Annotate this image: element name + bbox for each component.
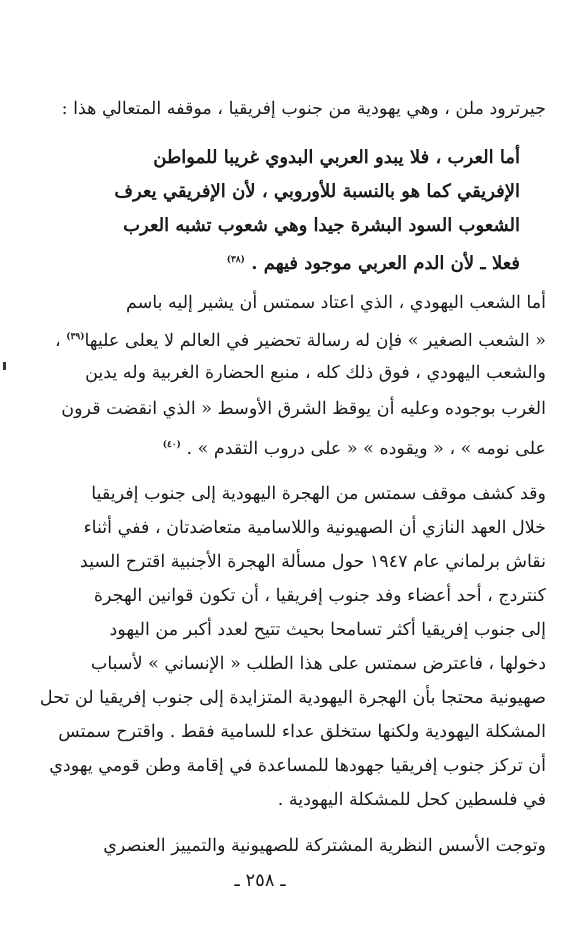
para1-line-2 bbox=[26, 320, 546, 354]
intro-line: جيرترود ملن ، وهي يهودية من جنوب إفريقيا ، موقفه المتعالي هذا : bbox=[61, 99, 546, 119]
para2-line-1: وقد كشف موقف سمتس من الهجرة اليهودية إلى جنوب إفريقيا bbox=[91, 484, 546, 504]
para2-line-5: إلى جنوب إفريقيا أكثر تسامحا بحيث تتيح لعدد أكبر من اليهود bbox=[109, 620, 546, 640]
para1-line-2-text: « الشعب الصغير » فإن له رسالة تحضير في العالم لا يعلى عليها bbox=[84, 330, 546, 351]
quote-line-1: أما العرب ، فلا يبدو العربي البدوي غريبا للمواطن bbox=[153, 147, 520, 168]
para2-line-10: في فلسطين كحل للمشكلة اليهودية . bbox=[277, 790, 546, 810]
para1-line-4: الغرب بوجوده وعليه أن يوقظ الشرق الأوسط « الذي انقضت قرون bbox=[61, 399, 546, 419]
footnote-ref-38: (٣٨) bbox=[226, 255, 245, 265]
para1-line-5 bbox=[26, 428, 546, 462]
quote-line-3: الشعوب السود البشرة جيدا وهي شعوب تشبه العرب bbox=[123, 215, 520, 236]
para1-line-5-text: على نومه » ، « ويقوده » « على دروب التقدم » . bbox=[186, 438, 546, 459]
para1-line-1: أما الشعب اليهودي ، الذي اعتاد سمتس أن يشير إليه باسم bbox=[125, 293, 546, 313]
para1-line-2-tail: ، bbox=[55, 330, 67, 351]
para3-line-1: وتوجت الأسس النظرية المشتركة للصهيونية والتمييز العنصري bbox=[103, 836, 546, 856]
page-number: ـ ٢٥٨ ـ bbox=[234, 870, 286, 891]
quote-line-2: الإفريقي كما هو بالنسبة للأوروبي ، لأن الإفريقي يعرف bbox=[114, 181, 520, 202]
para2-line-8: المشكلة اليهودية ولكنها ستخلق عداء للسامية فقط . واقترح سمتس bbox=[58, 722, 546, 742]
para1-line-3: والشعب اليهودي ، فوق ذلك كله ، منبع الحضارة الغربية وله يدين bbox=[85, 363, 546, 383]
para2-line-3: نقاش برلماني عام ١٩٤٧ حول مسألة الهجرة الأجنبية اقترح السيد bbox=[79, 552, 546, 572]
para2-line-6: دخولها ، فاعترض سمتس على هذا الطلب « الإنساني » لأسباب bbox=[90, 654, 546, 674]
quote-line-4 bbox=[30, 243, 520, 277]
quote-line-4-text: فعلا ـ لأن الدم العربي موجود فيهم . bbox=[251, 253, 520, 274]
para2-line-4: كنتردج ، أحد أعضاء وفد جنوب إفريقيا ، أن تكون قوانين الهجرة bbox=[93, 586, 546, 606]
para2-line-7: صهيونية محتجا بأن الهجرة اليهودية المتزايدة إلى جنوب إفريقيا لن تحل bbox=[39, 688, 546, 708]
scan-edge-mark bbox=[3, 362, 6, 370]
footnote-ref-40: (٤٠) bbox=[162, 440, 181, 450]
para2-line-9: أن تركز جنوب إفريقيا جهودها للمساعدة في إقامة وطن قومي يهودي bbox=[49, 756, 546, 776]
footnote-ref-39: (٣٩) bbox=[66, 332, 85, 342]
para2-line-2: خلال العهد النازي أن الصهيونية واللاسامية متعاضدتان ، ففي أثناء bbox=[83, 518, 546, 538]
